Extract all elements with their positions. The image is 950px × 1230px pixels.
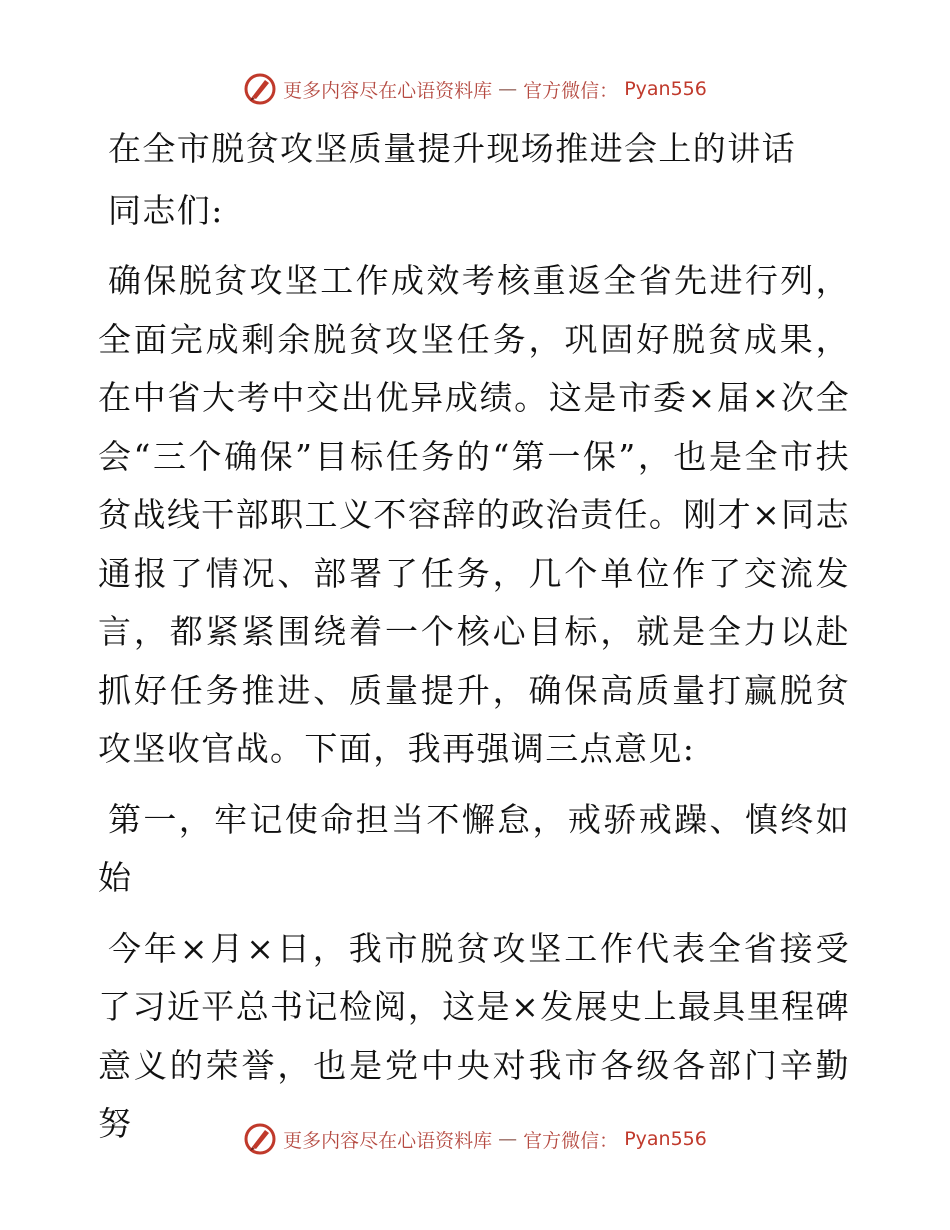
watermark-wechat-id: Pyan556 xyxy=(624,78,707,100)
watermark-header xyxy=(0,72,950,106)
watermark-wechat-label: 官方微信： xyxy=(523,1129,619,1152)
watermark-separator: — xyxy=(498,78,518,100)
quill-pen-logo-icon xyxy=(243,1122,277,1156)
paragraph-1: 确保脱贫攻坚工作成效考核重返全省先进行列，全面完成剩余脱贫攻坚任务，巩固好脱贫成果，在中省大考中交出优异成绩。这是市委×届×次全会“三个确保”目标任务的“第一保”，也是全市扶贫战线干部职工义不容辞的政治责任。刚才×同志通报了情况、部署了任务，几个单位作了交流发言，都紧紧围绕着一个核心目标，就是全力以赴抓好任务推进、质量提升，确保高质量打赢脱贫攻坚收官战。下面，我再强调三点意见: xyxy=(98,261,850,768)
watermark-site-text: 更多内容尽在心语资料库 xyxy=(283,1129,493,1152)
watermark-footer xyxy=(0,1122,950,1156)
document-title: 在全市脱贫攻坚质量提升现场推进会上的讲话 xyxy=(108,129,796,168)
section-heading-1: 第一，牢记使命担当不懈怠，戒骄戒躁、慎终如始 xyxy=(98,799,850,897)
document-body xyxy=(98,120,850,1166)
quill-pen-logo-icon xyxy=(243,72,277,106)
watermark-separator: — xyxy=(498,1128,518,1150)
watermark-site-text: 更多内容尽在心语资料库 xyxy=(283,79,493,102)
watermark-wechat-label: 官方微信： xyxy=(523,79,619,102)
watermark-wechat-id: Pyan556 xyxy=(624,1128,707,1150)
paragraph-2: 今年×月×日，我市脱贫攻坚工作代表全省接受了习近平总书记检阅，这是×发展史上最具里程碑意义的荣誉，也是党中央对我市各级各部门辛勤努 xyxy=(98,928,850,1143)
greeting: 同志们: xyxy=(108,190,224,230)
